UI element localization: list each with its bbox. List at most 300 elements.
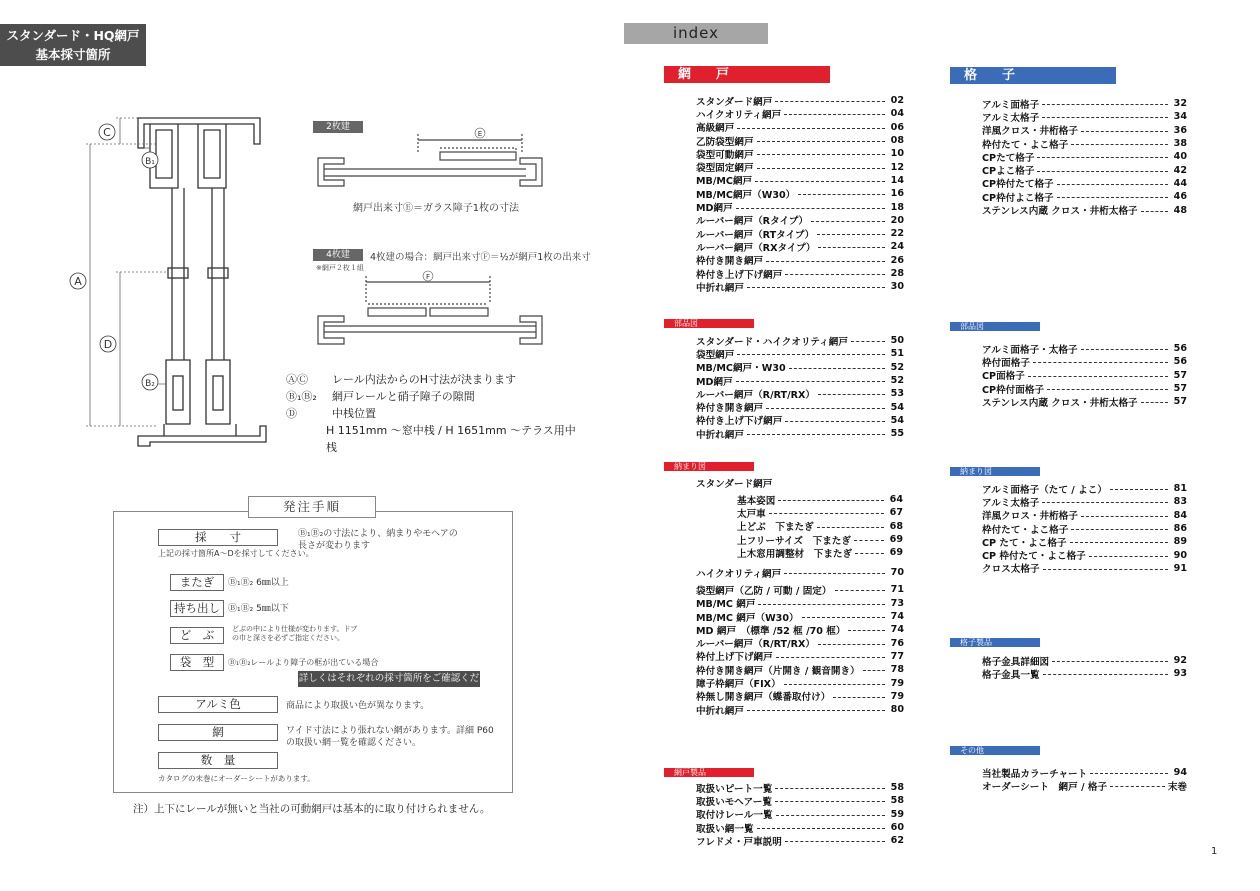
toc-row[interactable]: [696, 834, 904, 847]
amido-fit-list: [696, 566, 904, 716]
amido-fit-std-list: [737, 493, 903, 559]
toc-page: 58: [890, 782, 904, 794]
toc-label: アルミ太格子: [982, 497, 1040, 509]
toc-label: 枠付き上げ下げ網戸: [696, 416, 783, 428]
toc-label: 取扱い網一覧: [696, 823, 754, 835]
toc-row[interactable]: [696, 280, 904, 293]
toc-page: 57: [1173, 383, 1187, 395]
toc-label: 基本姿図: [737, 495, 776, 507]
leader: [1043, 569, 1168, 570]
koshi-header: 格 子: [950, 67, 1116, 84]
leader: [1081, 516, 1168, 517]
toc-row[interactable]: [696, 187, 904, 200]
toc-row[interactable]: [696, 583, 904, 596]
leader: [798, 194, 885, 195]
toc-label: 洋風クロス・井桁格子: [982, 126, 1078, 138]
toc-row[interactable]: [696, 134, 904, 147]
toc-page: 90: [1173, 549, 1187, 561]
leader: [775, 801, 885, 802]
toc-label: 枠付面格子: [982, 357, 1030, 369]
legend: [286, 371, 576, 456]
step-matagi: またぎ: [170, 574, 224, 591]
toc-page: 91: [1173, 562, 1187, 574]
toc-label: 取扱いピート一覧: [696, 783, 773, 795]
toc-row[interactable]: [696, 650, 904, 663]
toc-row[interactable]: [982, 779, 1187, 792]
toc-row[interactable]: [982, 342, 1187, 355]
toc-page: 08: [890, 135, 904, 147]
legend-key: ⒶⒸ: [286, 373, 308, 386]
toc-page: 55: [890, 428, 904, 440]
toc-row[interactable]: [737, 520, 903, 533]
toc-label: 袋型固定網戸: [696, 163, 754, 175]
leader: [1089, 556, 1168, 557]
toc-row[interactable]: [696, 200, 904, 213]
toc-label: 枠付たて・よこ格子: [982, 139, 1069, 151]
toc-label: ハイクオリティ網戸: [696, 568, 782, 580]
toc-page: 38: [1173, 138, 1187, 150]
toc-page: 68: [889, 520, 903, 532]
amido-parts-header: 部品図: [664, 319, 754, 328]
toc-label: 中折れ網戸: [696, 429, 744, 441]
leader: [1070, 542, 1168, 543]
step-fukuro: 袋 型: [170, 654, 224, 671]
toc-label: クロス太格子: [982, 564, 1040, 576]
leader: [833, 697, 885, 698]
leader: [757, 154, 885, 155]
leader: [818, 644, 885, 645]
toc-label: 太戸車: [737, 508, 766, 520]
toc-label: 枠無し開き網戸（蝶番取付け）: [696, 692, 831, 704]
toc-row[interactable]: [696, 566, 904, 579]
toc-label: MB/MC 網戸: [696, 599, 756, 611]
toc-label: アルミ面格子・太格子: [982, 344, 1078, 356]
amido-header: 網 戸: [664, 66, 830, 83]
legend-text: H 1151mm 〜窓中桟 / H 1651mm 〜テラス用中桟: [326, 424, 576, 454]
toc-page: 04: [890, 108, 904, 120]
leader: [747, 434, 885, 435]
step-alumi-note: 商品により取扱い色が異なります。: [286, 701, 430, 711]
leader: [851, 341, 885, 342]
toc-page: 34: [1173, 111, 1187, 123]
leader: [785, 841, 885, 842]
toc-page: 84: [1173, 509, 1187, 521]
leader: [757, 168, 885, 169]
toc-row[interactable]: [982, 395, 1187, 408]
leader: [1071, 529, 1168, 530]
toc-page: 56: [1173, 356, 1187, 368]
toc-row[interactable]: [982, 110, 1187, 123]
toc-row[interactable]: [982, 190, 1187, 203]
toc-page: 24: [890, 241, 904, 253]
leader: [757, 141, 885, 142]
leader: [775, 788, 885, 789]
toc-row[interactable]: [696, 147, 904, 160]
step-dobu: ど ぶ: [170, 627, 224, 644]
toc-row[interactable]: [982, 382, 1187, 395]
title-line-2: 基本採寸箇所: [35, 47, 111, 62]
leader: [1110, 786, 1165, 787]
toc-page: 36: [1173, 124, 1187, 136]
toc-page: 67: [889, 507, 903, 519]
toc-row[interactable]: [982, 163, 1187, 176]
leader: [784, 573, 885, 574]
toc-label: MB/MC網戸・W30: [696, 363, 786, 375]
toc-page: 22: [890, 228, 904, 240]
toc-label: 洋風クロス・井桁格子: [982, 511, 1078, 523]
toc-page: 32: [1173, 98, 1187, 110]
amido-fit-header: 納まり図: [664, 462, 754, 471]
legend-key: Ⓑ₁Ⓑ₂: [286, 390, 317, 403]
leader: [737, 354, 885, 355]
toc-row[interactable]: [696, 240, 904, 253]
leader: [835, 590, 886, 591]
toc-page: 52: [890, 361, 904, 373]
toc-row[interactable]: [982, 355, 1187, 368]
toc-row[interactable]: [737, 546, 903, 559]
koshi-parts-header: 部品図: [950, 322, 1040, 331]
leader: [1042, 104, 1168, 105]
leader: [1057, 184, 1168, 185]
toc-label: MD 網戸 （標準 /52 框 /70 框）: [696, 625, 846, 637]
leader: [769, 513, 884, 514]
toc-label: 格子金具一覧: [982, 669, 1040, 681]
toc-row[interactable]: [696, 174, 904, 187]
toc-row[interactable]: [982, 137, 1187, 150]
toc-row[interactable]: [982, 150, 1187, 163]
leader: [776, 815, 885, 816]
toc-row[interactable]: [696, 427, 904, 440]
toc-page: 16: [890, 188, 904, 200]
toc-page: 73: [890, 597, 904, 609]
toc-page: 28: [890, 268, 904, 279]
detail-check-bar: 詳しくはそれぞれの採寸箇所をご確認ください: [298, 673, 480, 700]
toc-row[interactable]: [696, 227, 904, 240]
leader: [775, 101, 885, 102]
toc-row[interactable]: [696, 387, 904, 400]
legend-text: 網戸レールと硝子障子の隙間: [332, 390, 475, 403]
toc-page: 79: [890, 677, 904, 689]
toc-page: 79: [890, 690, 904, 702]
toc-page: 50: [890, 335, 904, 347]
koshi-fit-list: [982, 482, 1187, 575]
amido-list: [696, 94, 904, 293]
toc-label: アルミ太格子: [982, 112, 1040, 124]
toc-label: CPよこ格子: [982, 166, 1035, 178]
step-ami: 網: [158, 724, 278, 741]
koshi-fit-header: 納まり図: [950, 467, 1040, 476]
toc-label: アルミ面格子: [982, 99, 1040, 111]
page-title: [0, 24, 146, 66]
koshi-list: [982, 97, 1187, 217]
toc-page: 81: [1173, 483, 1187, 495]
toc-page: 46: [1173, 191, 1187, 203]
leader: [854, 540, 884, 541]
toc-label: MB/MC 網戸（W30）: [696, 612, 799, 624]
toc-label: 高級網戸: [696, 123, 735, 135]
leader: [1071, 144, 1168, 145]
toc-page: 58: [890, 795, 904, 807]
toc-label: ルーバー網戸（RTタイプ）: [696, 229, 815, 241]
leader: [1037, 171, 1168, 172]
toc-label: 枠付き開き網戸（片開き / 観音開き）: [696, 665, 860, 677]
toc-row[interactable]: [696, 794, 904, 807]
toc-page: 80: [890, 704, 904, 716]
toc-row[interactable]: [696, 347, 904, 360]
toc-label: 上フリーサイズ 下またぎ: [737, 535, 851, 547]
toc-page: 69: [889, 547, 903, 559]
legend-text: レール内法からのH寸法が決まります: [332, 373, 517, 386]
toc-label: MB/MC網戸: [696, 176, 753, 188]
legend-row: [286, 405, 576, 422]
amido-products-list: [696, 781, 904, 847]
toc-page: 18: [890, 201, 904, 213]
toc-row[interactable]: [696, 214, 904, 227]
legend-key: Ⓓ: [286, 407, 297, 420]
leader: [1042, 117, 1168, 118]
leader: [784, 684, 885, 685]
toc-label: アルミ面格子（たて / よこ）: [982, 484, 1107, 496]
toc-label: CP面格子: [982, 371, 1025, 383]
amido-products-header: 網戸製品: [664, 768, 754, 777]
toc-page: 83: [1173, 496, 1187, 508]
toc-page: 64: [889, 494, 903, 506]
toc-row[interactable]: [982, 522, 1187, 535]
toc-row[interactable]: [982, 509, 1187, 522]
leader: [785, 274, 885, 275]
leader: [736, 208, 885, 209]
toc-page: 52: [890, 375, 904, 387]
leader: [1141, 211, 1168, 212]
toc-label: 枠付き開き網戸: [696, 403, 764, 415]
leader: [755, 181, 885, 182]
leader: [736, 381, 885, 382]
toc-page: 62: [890, 835, 904, 847]
toc-row[interactable]: [696, 361, 904, 374]
page-number: 1: [1211, 846, 1218, 857]
leader: [1043, 674, 1168, 675]
toc-page: 74: [890, 624, 904, 636]
toc-page: 42: [1173, 164, 1187, 176]
toc-label: 袋型網戸（乙防 / 可動 / 固定）: [696, 585, 832, 597]
toc-page: 53: [890, 388, 904, 400]
label-b2: B₂: [145, 379, 155, 389]
toc-label: ルーバー網戸（R/RT/RX）: [696, 639, 815, 651]
toc-row[interactable]: [696, 414, 904, 427]
toc-page: 57: [1173, 396, 1187, 408]
leader: [818, 247, 885, 248]
toc-label: スタンダード・ハイクオリティ網戸: [696, 336, 848, 348]
toc-label: 上木窓用調整材 下またぎ: [737, 548, 853, 560]
toc-row[interactable]: [696, 663, 904, 676]
two-panel-caption: 網戸出来寸Ⓔ＝ガラス障子1枚の寸法: [353, 203, 520, 214]
toc-label: 当社製品カラーチャート: [982, 768, 1088, 780]
toc-page: 51: [890, 348, 904, 360]
toc-label: 取扱いモヘアー覧: [696, 796, 772, 808]
toc-row[interactable]: [696, 636, 904, 649]
toc-page: 70: [890, 567, 904, 579]
label-d: D: [103, 338, 113, 351]
toc-row[interactable]: [982, 548, 1187, 561]
leader: [811, 221, 885, 222]
toc-row[interactable]: [982, 766, 1187, 779]
toc-label: 枠付たて・よこ格子: [982, 524, 1069, 536]
step-fukuro-note: Ⓑ₁Ⓑ₂レールより障子の框が出ている場合: [228, 658, 379, 667]
step-mochidashi-note: Ⓑ₁Ⓑ₂ 5㎜以下: [228, 604, 289, 614]
toc-row[interactable]: [696, 160, 904, 173]
toc-row[interactable]: [982, 369, 1187, 382]
toc-label: 取付けレール一覧: [696, 810, 773, 822]
toc-page: 71: [890, 584, 904, 596]
four-panel-tag: 4枚建: [313, 249, 363, 261]
leader: [778, 500, 884, 501]
toc-label: CP 枠付たて・よこ格子: [982, 551, 1086, 563]
leader: [848, 630, 885, 631]
toc-row[interactable]: [696, 334, 904, 347]
toc-page: 44: [1173, 177, 1187, 189]
leader: [1028, 376, 1168, 377]
toc-row[interactable]: [696, 597, 904, 610]
toc-label: 袋型網戸: [696, 349, 735, 361]
toc-row[interactable]: [982, 203, 1187, 216]
step-matagi-note: Ⓑ₁Ⓑ₂ 6㎜以上: [228, 578, 289, 588]
toc-label: 格子金具詳細図: [982, 656, 1050, 668]
toc-row[interactable]: [696, 267, 904, 280]
step-suryo: 数 量: [158, 752, 278, 769]
toc-page: 14: [890, 174, 904, 186]
toc-row[interactable]: [982, 482, 1187, 495]
toc-page: 76: [890, 637, 904, 649]
toc-page: 末巻: [1167, 781, 1187, 793]
toc-row[interactable]: [737, 493, 903, 506]
toc-label: MD網戸: [696, 203, 733, 215]
toc-label: CPたて格子: [982, 152, 1035, 164]
step-saisun: 採 寸: [158, 529, 278, 546]
toc-page: 26: [890, 254, 904, 266]
toc-page: 77: [890, 650, 904, 662]
toc-page: 10: [890, 148, 904, 160]
leader: [817, 527, 884, 528]
label-e: E: [477, 130, 483, 138]
toc-row[interactable]: [982, 654, 1187, 667]
leader: [758, 604, 885, 605]
toc-row[interactable]: [696, 254, 904, 267]
toc-page: 86: [1173, 523, 1187, 535]
label-a: A: [74, 275, 82, 288]
toc-row[interactable]: [696, 374, 904, 387]
step-suryo-note: カタログの末巻にオーダーシートがあります。: [158, 774, 315, 783]
toc-label: 枠付き開き網戸: [696, 256, 764, 268]
toc-page: 30: [890, 281, 904, 293]
legend-text: 中桟位置: [332, 407, 376, 420]
toc-row[interactable]: [696, 610, 904, 623]
leader: [1057, 197, 1168, 198]
four-panel-caption: 4枚建の場合：網戸出来寸Ⓕ＝½が網戸1枚の出来寸: [370, 252, 591, 263]
koshi-products-list: [982, 654, 1187, 681]
toc-page: 89: [1173, 536, 1187, 548]
toc-row[interactable]: [696, 476, 772, 489]
other-header: その他: [950, 746, 1040, 755]
toc-page: 02: [890, 95, 904, 107]
toc-row[interactable]: [696, 400, 904, 413]
toc-label: フレドメ・戸車説明: [696, 836, 782, 848]
toc-row[interactable]: [982, 177, 1187, 190]
leader: [1037, 157, 1168, 158]
leader: [1042, 502, 1168, 503]
toc-page: 40: [1173, 151, 1187, 163]
toc-label: オーダーシート 網戸 / 格子: [982, 781, 1108, 793]
toc-label: ステンレス内蔵 クロス・井桁太格子: [982, 397, 1138, 409]
four-panel-subnote: ※網戸２枚１組: [316, 264, 364, 272]
toc-row[interactable]: [696, 781, 904, 794]
toc-page: 54: [890, 414, 904, 426]
toc-label: 上どぶ 下またぎ: [737, 522, 814, 534]
toc-row[interactable]: [696, 121, 904, 134]
toc-row[interactable]: [982, 97, 1187, 110]
toc-page: 57: [1173, 369, 1187, 381]
toc-row[interactable]: [982, 562, 1187, 575]
toc-row[interactable]: [696, 703, 904, 716]
toc-row[interactable]: [982, 667, 1187, 680]
title-line-1: スタンダード・HQ網戸: [6, 28, 140, 43]
koshi-parts-list: [982, 342, 1187, 408]
leader: [776, 657, 885, 658]
toc-label: 枠付上げ下げ網戸: [696, 652, 773, 664]
toc-row[interactable]: [696, 690, 904, 703]
legend-row: [286, 371, 576, 388]
toc-label: CP たて・よこ格子: [982, 537, 1067, 549]
toc-row[interactable]: [696, 94, 904, 107]
toc-row[interactable]: [982, 535, 1187, 548]
toc-page: 12: [890, 161, 904, 173]
toc-row[interactable]: [737, 533, 903, 546]
toc-row[interactable]: [737, 506, 903, 519]
toc-row[interactable]: [696, 623, 904, 636]
toc-row[interactable]: [696, 821, 904, 834]
toc-page: 48: [1173, 204, 1187, 216]
toc-label: ルーバー網戸（RXタイプ）: [696, 242, 816, 254]
step-saisun-note: Ⓑ₁Ⓑ₂の寸法により、納まりやモヘアの長さが変わります: [298, 529, 458, 551]
toc-label: 中折れ網戸: [696, 705, 744, 717]
toc-row[interactable]: [696, 676, 904, 689]
toc-row[interactable]: [982, 495, 1187, 508]
toc-label: CP枠付面格子: [982, 384, 1045, 396]
leader: [747, 710, 885, 711]
two-panel-tag: 2枚建: [313, 121, 363, 133]
toc-page: 78: [890, 664, 904, 676]
toc-label: MD網戸: [696, 376, 733, 388]
toc-row[interactable]: [696, 808, 904, 821]
amido-parts-list: [696, 334, 904, 440]
toc-page: 94: [1173, 767, 1187, 779]
leader: [737, 128, 885, 129]
step-ami-note: ワイド寸法により張れない網があります。詳細 P60 の取扱い網一覧を確認ください。: [286, 726, 494, 748]
toc-page: 92: [1173, 655, 1187, 667]
toc-page: 06: [890, 121, 904, 133]
leader: [1141, 402, 1168, 403]
footnote: 注）上下にレールが無いと当社の可動網戸は基本的に取り付けられません。: [133, 803, 491, 815]
toc-page: 56: [1173, 343, 1187, 355]
label-b1: B₁: [145, 157, 155, 167]
toc-row[interactable]: [982, 124, 1187, 137]
step-dobu-note: どぶの中により仕様が変わります。ドブの巾と深さを必ずご指定ください。: [232, 625, 358, 642]
toc-label: 袋型可動網戸: [696, 149, 754, 161]
toc-label: ルーバー網戸（R/RT/RX）: [696, 389, 815, 401]
leader: [1081, 131, 1168, 132]
leader: [747, 287, 885, 288]
step-alumi: アルミ色: [158, 696, 278, 713]
toc-row[interactable]: [696, 107, 904, 120]
